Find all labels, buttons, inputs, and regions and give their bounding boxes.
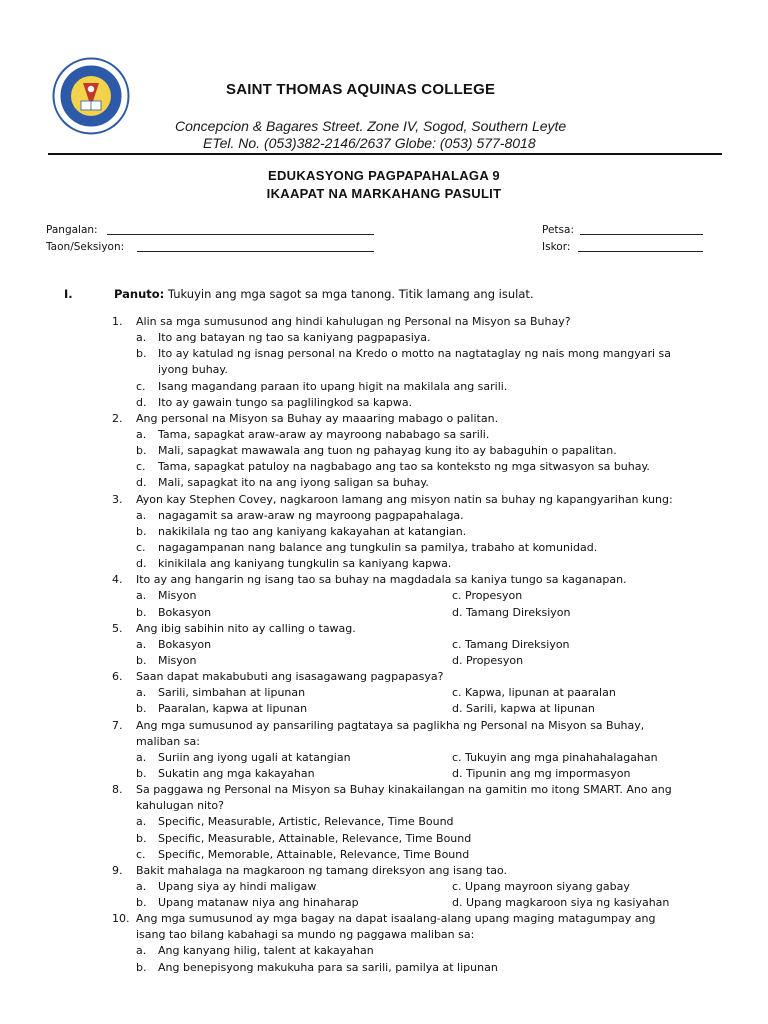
- question-row: [0, 798, 768, 814]
- choice-text-right: c. Upang mayroon siyang gabay: [452, 879, 630, 893]
- choice-letter: b.: [136, 960, 147, 974]
- question-text: Bakit mahalaga na magkaroon ng tamang direksyon ang isang tao.: [136, 863, 508, 877]
- choice-row: [0, 960, 768, 976]
- question-text: kahulugan nito?: [136, 799, 224, 813]
- choice-row: [0, 847, 768, 863]
- question-number: 2.: [112, 411, 123, 425]
- choice-text: Mali, sapagkat mawawala ang tuon ng pahayag kung ito ay babaguhin o papalitan.: [158, 444, 617, 458]
- choice-text: iyong buhay.: [158, 363, 228, 377]
- choice-text-right: d. Upang magkaroon siya ng kasiyahan: [452, 896, 670, 910]
- choice-row: [0, 831, 768, 847]
- question-number: 3.: [112, 492, 123, 506]
- year-section-blank[interactable]: [137, 242, 374, 252]
- question-list: [0, 314, 768, 976]
- choice-text-right: c. Tukuyin ang mga pinahahalagahan: [452, 750, 658, 764]
- choice-letter: c.: [136, 460, 146, 474]
- choice-text: Bokasyon: [158, 605, 212, 619]
- choice-text: Tama, sapagkat patuloy na nagbabago ang tao sa konteksto ng mga sitwasyon sa buhay.: [158, 460, 650, 474]
- choice-text: Specific, Measurable, Artistic, Relevance, Time Bound: [158, 815, 454, 829]
- choice-letter: b.: [136, 702, 147, 716]
- choice-text: Ang benepisyong makukuha para sa sarili, pamilya at lipunan: [158, 960, 498, 974]
- question-number: 1.: [112, 315, 123, 328]
- choice-row: [0, 379, 768, 395]
- choice-text: Sukatin ang mga kakayahan: [158, 766, 315, 780]
- choice-pair-row: [0, 750, 768, 766]
- date-label: Petsa:: [542, 224, 574, 236]
- choice-pair-row: [0, 701, 768, 717]
- choice-text-right: d. Propesyon: [452, 653, 524, 667]
- choice-pair-row: [0, 653, 768, 669]
- question-number: 10.: [112, 912, 130, 926]
- choice-text: Paaralan, kapwa at lipunan: [158, 702, 308, 716]
- question-row: [0, 314, 768, 330]
- choice-text: kinikilala ang kaniyang tungkulin sa kaniyang kapwa.: [158, 557, 452, 571]
- choice-text: nagagampanan nang balance ang tungkulin sa pamilya, trabaho at komunidad.: [158, 540, 598, 554]
- question-row: [0, 621, 768, 637]
- section-number: I.: [64, 287, 73, 301]
- choice-letter: b.: [136, 653, 147, 667]
- choice-text-right: c. Kapwa, lipunan at paaralan: [452, 686, 616, 700]
- choice-letter: c.: [136, 379, 146, 393]
- choice-letter: d.: [136, 395, 147, 409]
- question-row: [0, 492, 768, 508]
- choice-row: [0, 524, 768, 540]
- choice-row: [0, 459, 768, 475]
- choice-letter: c.: [136, 540, 146, 554]
- school-address: Concepcion & Bagares Street. Zone IV, Sogod, Southern Leyte: [175, 118, 567, 134]
- choice-letter: b.: [136, 347, 147, 361]
- exam-title: IKAAPAT NA MARKAHANG PASULIT: [266, 186, 502, 201]
- question-row: [0, 718, 768, 734]
- choice-text: Ito ay katulad ng isnag personal na Kredo o motto na nagtataglay ng nais mong mangyari sa: [158, 347, 671, 361]
- choice-letter: a.: [136, 331, 147, 345]
- school-name: SAINT THOMAS AQUINAS COLLEGE: [226, 81, 496, 98]
- choice-pair-row: [0, 685, 768, 701]
- instructions: [114, 287, 534, 301]
- choice-letter: c.: [136, 847, 146, 861]
- choice-text: Tama, sapagkat araw-araw ay mayroong nababago sa sarili.: [158, 427, 490, 441]
- choice-row: [0, 443, 768, 459]
- header-divider: [48, 153, 722, 155]
- college-seal-logo: [52, 57, 130, 135]
- question-row: [0, 734, 768, 750]
- choice-text-right: d. Sarili, kapwa at lipunan: [452, 702, 595, 716]
- choice-letter: d.: [136, 557, 147, 571]
- instruction-label: Panuto:: [114, 287, 165, 301]
- choice-row: [0, 943, 768, 959]
- choice-letter: b.: [136, 605, 147, 619]
- choice-letter: a.: [136, 589, 147, 603]
- question-number: 4.: [112, 573, 123, 587]
- question-text: Ang ibig sabihin nito ay calling o tawag.: [136, 621, 356, 635]
- question-number: 9.: [112, 863, 123, 877]
- choice-text: Upang siya ay hindi maligaw: [158, 879, 317, 893]
- choice-letter: a.: [136, 815, 147, 829]
- choice-letter: a.: [136, 637, 147, 651]
- choice-text: nakikilala ng tao ang kaniyang kakayahan at katangian.: [158, 524, 467, 538]
- question-text: Sa paggawa ng Personal na Misyon sa Buhay kinakailangan na gamitin mo itong SMART. Ano ang: [136, 783, 672, 797]
- name-blank[interactable]: [107, 225, 374, 235]
- choice-text-right: c. Propesyon: [452, 589, 523, 603]
- choice-row: [0, 556, 768, 572]
- choice-text: Specific, Memorable, Attainable, Relevance, Time Bound: [158, 847, 470, 861]
- choice-pair-row: [0, 895, 768, 911]
- question-row: [0, 572, 768, 588]
- choice-row: [0, 362, 768, 378]
- exam-subject: EDUKASYONG PAGPAPAHALAGA 9: [268, 168, 500, 183]
- score-blank[interactable]: [578, 242, 703, 252]
- choice-row: [0, 540, 768, 556]
- question-number: 6.: [112, 670, 123, 684]
- question-text: Ayon kay Stephen Covey, nagkaroon lamang ang misyon natin sa buhay ng kapangyarihan kung:: [136, 492, 673, 506]
- choice-letter: b.: [136, 766, 147, 780]
- choice-letter: a.: [136, 427, 147, 441]
- choice-letter: a.: [136, 508, 147, 522]
- choice-text-right: c. Tamang Direksiyon: [452, 637, 570, 651]
- choice-pair-row: [0, 637, 768, 653]
- choice-letter: b.: [136, 831, 147, 845]
- question-text: isang tao bilang kabahagi sa mundo ng paggawa maliban sa:: [136, 928, 475, 942]
- choice-letter: d.: [136, 476, 147, 490]
- choice-pair-row: [0, 766, 768, 782]
- score-label: Iskor:: [542, 241, 571, 253]
- question-text: Alin sa mga sumusunod ang hindi kahulugan ng Personal na Misyon sa Buhay?: [136, 315, 571, 328]
- choice-letter: b.: [136, 896, 147, 910]
- choice-text: Specific, Measurable, Attainable, Relevance, Time Bound: [158, 831, 472, 845]
- question-text: Ang personal na Misyon sa Buhay ay maaaring mabago o palitan.: [136, 411, 499, 425]
- choice-text: Ang kanyang hilig, talent at kakayahan: [158, 944, 374, 958]
- choice-text: Misyon: [158, 589, 197, 603]
- choice-row: [0, 508, 768, 524]
- choice-text: Ito ay gawain tungo sa paglilingkod sa kapwa.: [158, 395, 413, 409]
- choice-text: Sarili, simbahan at lipunan: [158, 686, 306, 700]
- date-blank[interactable]: [580, 225, 703, 235]
- choice-text: Bokasyon: [158, 637, 212, 651]
- question-text: Ito ay ang hangarin ng isang tao sa buhay na magdadala sa kaniya tungo sa kaganapan.: [136, 573, 627, 587]
- choice-pair-row: [0, 588, 768, 604]
- question-text: Ang mga sumusunod ay mga bagay na dapat isaalang-alang upang maging matagumpay ang: [136, 912, 656, 926]
- school-contact: ETel. No. (053)382-2146/2637 Globe: (053) 577-8018: [203, 135, 536, 151]
- question-number: 5.: [112, 621, 123, 635]
- name-label: Pangalan:: [46, 224, 98, 236]
- choice-text: Misyon: [158, 653, 197, 667]
- choice-text-right: d. Tipunin ang mg impormasyon: [452, 766, 631, 780]
- choice-pair-row: [0, 879, 768, 895]
- question-number: 8.: [112, 783, 123, 797]
- question-number: 7.: [112, 718, 123, 732]
- choice-letter: a.: [136, 944, 147, 958]
- question-row: [0, 669, 768, 685]
- choice-row: [0, 814, 768, 830]
- choice-letter: a.: [136, 750, 147, 764]
- question-text: maliban sa:: [136, 734, 200, 748]
- question-row: [0, 911, 768, 927]
- question-row: [0, 863, 768, 879]
- choice-letter: b.: [136, 524, 147, 538]
- choice-text: Mali, sapagkat ito na ang iyong saligan sa buhay.: [158, 476, 429, 490]
- choice-text: nagagamit sa araw-araw ng mayroong pagpapahalaga.: [158, 508, 464, 522]
- choice-pair-row: [0, 605, 768, 621]
- instruction-text: Tukuyin ang mga sagot sa mga tanong. Titik lamang ang isulat.: [164, 287, 534, 301]
- choice-row: [0, 330, 768, 346]
- choice-text: Isang magandang paraan ito upang higit na makilala ang sarili.: [158, 379, 508, 393]
- question-text: Ang mga sumusunod ay pansariling pagtataya sa paglikha ng Personal na Misyon sa Buhay,: [136, 718, 645, 732]
- choice-letter: a.: [136, 879, 147, 893]
- choice-text-right: d. Tamang Direksiyon: [452, 605, 571, 619]
- choice-text: Suriin ang iyong ugali at katangian: [158, 750, 351, 764]
- question-row: [0, 782, 768, 798]
- question-row: [0, 927, 768, 943]
- choice-row: [0, 346, 768, 362]
- question-text: Saan dapat makabubuti ang isasagawang pagpapasya?: [136, 670, 444, 684]
- choice-letter: a.: [136, 686, 147, 700]
- year-section-label: Taon/Seksiyon:: [46, 241, 125, 253]
- question-row: [0, 411, 768, 427]
- choice-text: Upang matanaw niya ang hinaharap: [158, 896, 359, 910]
- choice-row: [0, 427, 768, 443]
- choice-text: Ito ang batayan ng tao sa kaniyang pagpapasiya.: [158, 331, 431, 345]
- choice-row: [0, 395, 768, 411]
- choice-letter: b.: [136, 444, 147, 458]
- choice-row: [0, 475, 768, 491]
